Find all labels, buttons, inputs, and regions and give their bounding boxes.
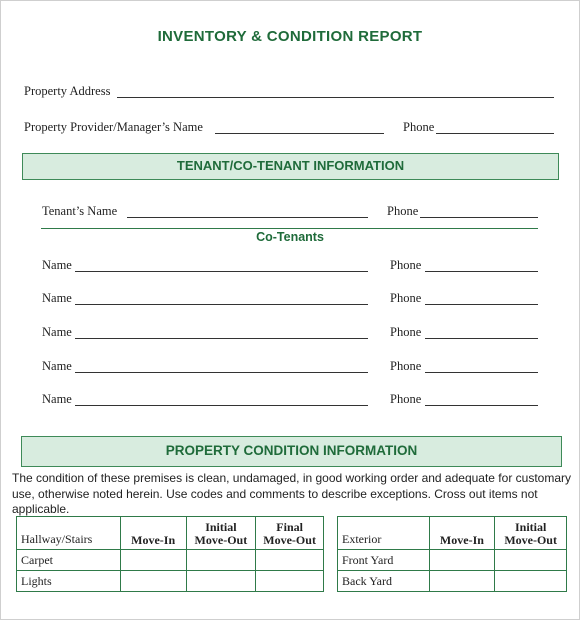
cotenant-phone-field[interactable]: [425, 271, 538, 272]
table-row: [17, 550, 324, 571]
move-in-cell[interactable]: [120, 550, 186, 571]
exterior-table: [337, 516, 567, 592]
provider-name-label: Property Provider/Manager’s Name: [24, 120, 203, 134]
cotenant-name-label: Name: [42, 258, 72, 272]
cotenant-phone-field[interactable]: [425, 405, 538, 406]
cotenant-name-field[interactable]: [75, 271, 368, 272]
move-in-cell[interactable]: [429, 571, 495, 592]
cotenant-phone-label: Phone: [390, 325, 422, 339]
table-row: [338, 571, 567, 592]
tenant-phone-field[interactable]: [420, 217, 538, 218]
table-row: [17, 571, 324, 592]
cotenant-name-label: Name: [42, 325, 72, 339]
table-header-area: Hallway/Stairs: [17, 517, 121, 550]
tenant-name-field[interactable]: [127, 217, 368, 218]
cotenant-phone-label: Phone: [390, 258, 422, 272]
table-header-move-in: Move-In: [120, 517, 186, 550]
tenant-phone-label: Phone: [387, 204, 419, 218]
property-address-label: Property Address: [24, 84, 111, 98]
provider-phone-label: Phone: [403, 120, 435, 134]
hallway-stairs-table: [16, 516, 324, 592]
cotenant-name-field[interactable]: [75, 304, 368, 305]
move-in-cell[interactable]: [120, 571, 186, 592]
condition-paragraph: The condition of these premises is clean, undamaged, in good working order and adequate for customary use, otherwise noted herein. Use codes and comments to describe exceptions. Cross out items not applicable.: [12, 471, 571, 516]
tenant-name-label: Tenant’s Name: [42, 204, 118, 218]
cotenant-name-label: Name: [42, 291, 72, 305]
cotenant-phone-field[interactable]: [425, 372, 538, 373]
cotenant-name-field[interactable]: [75, 372, 368, 373]
cotenant-phone-label: Phone: [390, 291, 422, 305]
table-header-move-in: Move-In: [429, 517, 495, 550]
row-label: Lights: [17, 571, 121, 592]
property-address-field[interactable]: [117, 97, 554, 98]
table-header-final-move-out: Final Move-Out: [256, 517, 324, 550]
initial-move-out-cell[interactable]: [186, 571, 256, 592]
cotenant-name-label: Name: [42, 359, 72, 373]
cotenant-phone-label: Phone: [390, 392, 422, 406]
row-label: Front Yard: [338, 550, 430, 571]
cotenant-name-label: Name: [42, 392, 72, 406]
cotenant-name-field[interactable]: [75, 338, 368, 339]
initial-move-out-cell[interactable]: [495, 550, 567, 571]
table-header-initial-move-out: Initial Move-Out: [186, 517, 256, 550]
section-divider: [41, 228, 538, 229]
initial-move-out-cell[interactable]: [186, 550, 256, 571]
tenant-section-header: TENANT/CO-TENANT INFORMATION: [22, 153, 559, 180]
final-move-out-cell[interactable]: [256, 550, 324, 571]
cotenant-phone-label: Phone: [390, 359, 422, 373]
page-title: INVENTORY & CONDITION REPORT: [157, 28, 423, 45]
row-label: Carpet: [17, 550, 121, 571]
table-header-area: Exterior: [338, 517, 430, 550]
table-header-initial-move-out: Initial Move-Out: [495, 517, 567, 550]
row-label: Back Yard: [338, 571, 430, 592]
move-in-cell[interactable]: [429, 550, 495, 571]
final-move-out-cell[interactable]: [256, 571, 324, 592]
cotenant-phone-field[interactable]: [425, 304, 538, 305]
cotenants-heading: Co-Tenants: [256, 230, 324, 244]
provider-name-field[interactable]: [215, 133, 384, 134]
table-row: [338, 550, 567, 571]
condition-section-header: PROPERTY CONDITION INFORMATION: [21, 436, 562, 467]
cotenant-name-field[interactable]: [75, 405, 368, 406]
provider-phone-field[interactable]: [436, 133, 554, 134]
initial-move-out-cell[interactable]: [495, 571, 567, 592]
cotenant-phone-field[interactable]: [425, 338, 538, 339]
